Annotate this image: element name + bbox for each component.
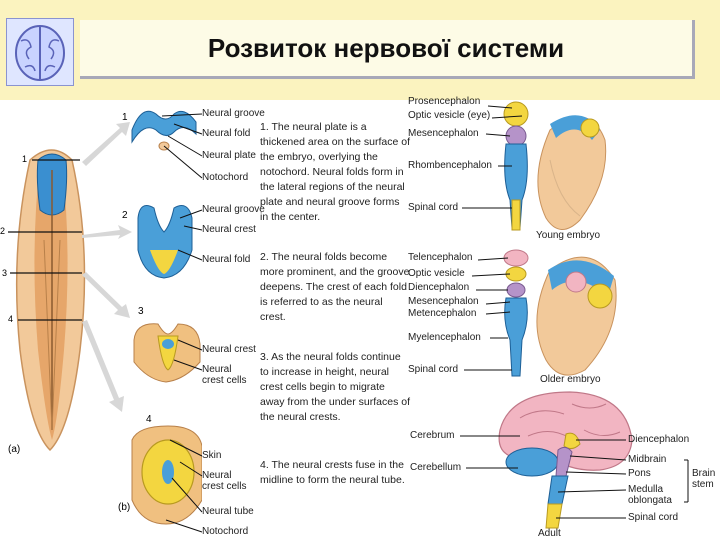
young-embryo-label: Prosencephalon [408,96,481,107]
stage-number: 1 [122,112,128,123]
stage-4-label: Neural tube [202,506,254,517]
stage-1-label: Notochord [202,172,249,183]
older-embryo-label: Telencephalon [408,252,473,263]
adult-right-label: Spinal cord [628,512,679,523]
stage-1-label: Neural fold [202,128,251,139]
older-embryo-label: Metencephalon [408,308,477,319]
stage-4-label: Notochord [202,526,249,537]
figure-panel [0,96,720,540]
older-embryo-label: Myelencephalon [408,332,481,343]
young-embryo-label: Rhombencephalon [408,160,492,171]
older-embryo-caption: Older embryo [540,374,601,385]
panel-a-tag: (a) [8,444,21,455]
level-label: 1 [22,154,28,164]
young-embryo-label: Mesencephalon [408,128,479,139]
brain-icon [6,18,74,86]
adult-right-label: Medulla oblongata [628,484,672,506]
older-embryo-label: Diencephalon [408,282,470,293]
stage-number: 2 [122,210,128,221]
step-description: 1. The neural plate is a thickened area on the surface of the embryo, overlying the notochord. Neural folds form in the lateral regions of the neural plate and neural groove forms in the center. [260,121,411,223]
young-embryo-label: Optic vesicle (eye) [408,110,491,121]
adult-caption: Adult [538,528,561,539]
step-description: 2. The neural folds become more prominent, and the groove deepens. The crest of each fold is referred to as the neural crest. [260,251,410,323]
adult-right-label: Midbrain [628,454,667,465]
section-leaders [150,100,205,540]
adult-left-label: Cerebellum [410,462,462,473]
adult-left-label: Cerebrum [410,430,455,441]
adult-brain [499,392,632,528]
stage-2-label: Neural crest [202,224,256,235]
stage-1-label: Neural plate [202,150,256,161]
stage-4-label: Skin [202,450,222,461]
stage-number: 3 [138,306,144,317]
level-label: 4 [8,314,14,324]
page-title: Розвиток нервової системи [207,32,565,63]
adult-right-label: Diencephalon [628,434,690,445]
stage-2-label: Neural groove [202,204,265,215]
older-embryo-label: Spinal cord [408,364,459,375]
older-embryo-label: Optic vesicle [408,268,465,279]
brain-stem-label: Brain stem [692,468,716,490]
step-description: 4. The neural crests fuse in the midline to form the neural tube. [260,459,405,486]
older-embryo-label: Mesencephalon [408,296,479,307]
stage-number: 4 [146,414,152,425]
stage-2-label: Neural fold [202,254,251,265]
young-embryo-label: Spinal cord [408,202,459,213]
young-embryo-caption: Young embryo [536,230,601,241]
header-band [0,0,720,100]
stage-3-label: Neural crest [202,344,256,355]
step-description: 3. As the neural folds continue to increase in height, neural crest cells begin to migrate away from the under surfaces of the neural crests. [260,351,410,423]
panel-b-tag: (b) [118,502,131,513]
stage-1-label: Neural groove [202,108,265,119]
adult-right-label: Pons [628,468,651,479]
stage-3-label: Neural crest cells [202,364,247,386]
older-embryo-tube [504,250,528,376]
level-label: 2 [0,226,6,236]
stage-4-label: Neural crest cells [202,470,247,492]
title-box [80,20,695,79]
level-label: 3 [2,268,8,278]
